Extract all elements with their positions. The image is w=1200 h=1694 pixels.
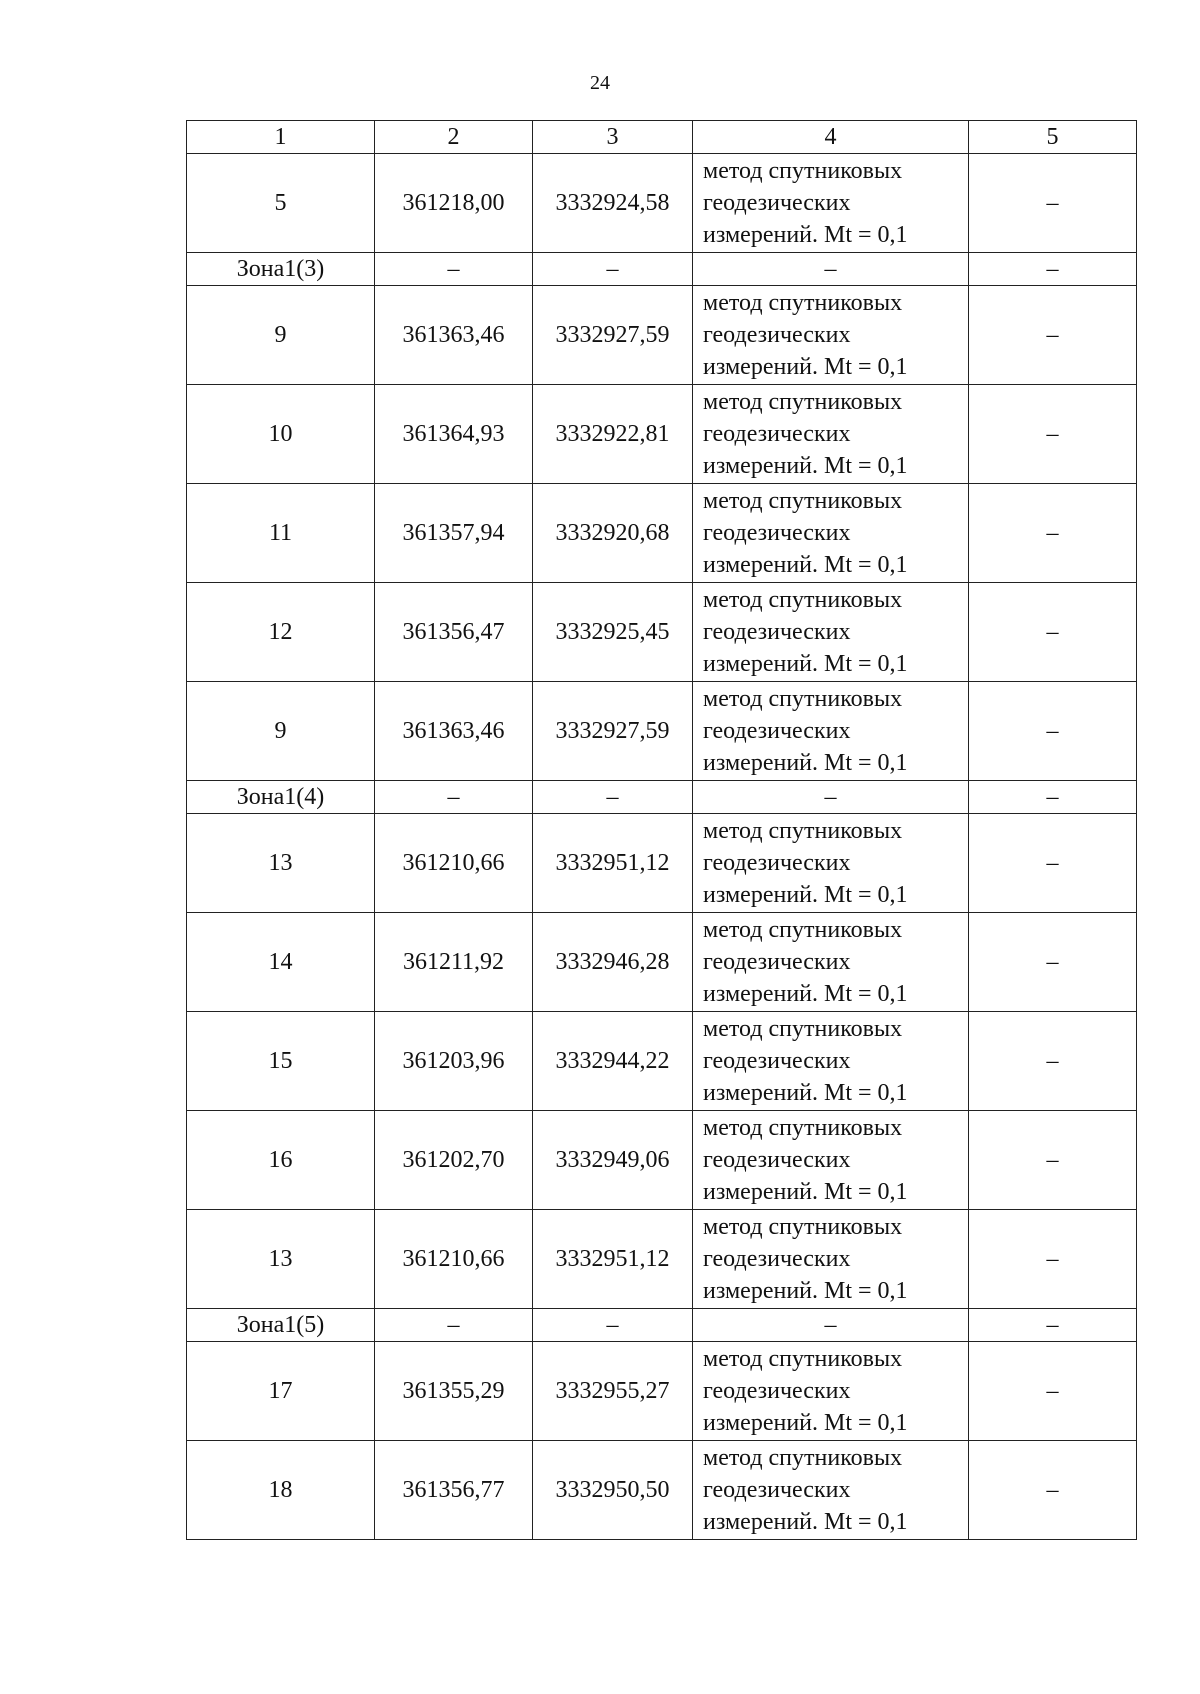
x-coordinate-cell: 361210,66 (375, 1210, 533, 1309)
x-coordinate-cell: 361364,93 (375, 385, 533, 484)
y-coordinate-cell: 3332950,50 (533, 1441, 693, 1540)
note-cell: – (969, 1309, 1137, 1342)
y-coordinate-cell: 3332946,28 (533, 913, 693, 1012)
x-coordinate-cell: 361356,77 (375, 1441, 533, 1540)
table-row (187, 286, 1137, 385)
y-coordinate-cell: 3332920,68 (533, 484, 693, 583)
method-cell: метод спутниковых геодезических измерений. Mt = 0,1 (693, 1111, 969, 1210)
table-row (187, 682, 1137, 781)
note-cell: – (969, 484, 1137, 583)
x-coordinate-cell: 361211,92 (375, 913, 533, 1012)
point-number-cell: 13 (187, 1210, 375, 1309)
method-cell: метод спутниковых геодезических измерений. Mt = 0,1 (693, 154, 969, 253)
point-number-cell: 16 (187, 1111, 375, 1210)
method-cell: – (693, 1309, 969, 1342)
note-cell: – (969, 253, 1137, 286)
note-cell: – (969, 1342, 1137, 1441)
point-number-cell: 13 (187, 814, 375, 913)
zone-row (187, 253, 1137, 286)
x-coordinate-cell: 361355,29 (375, 1342, 533, 1441)
page-number: 24 (590, 72, 610, 94)
y-coordinate-cell: 3332951,12 (533, 1210, 693, 1309)
table-row (187, 1210, 1137, 1309)
table-row (187, 484, 1137, 583)
method-cell: метод спутниковых геодезических измерений. Mt = 0,1 (693, 1210, 969, 1309)
note-cell: – (969, 1111, 1137, 1210)
method-cell: метод спутниковых геодезических измерений. Mt = 0,1 (693, 484, 969, 583)
note-cell: – (969, 583, 1137, 682)
x-coordinate-cell: – (375, 781, 533, 814)
table-row (187, 913, 1137, 1012)
note-cell: – (969, 1441, 1137, 1540)
table-row (187, 1441, 1137, 1540)
method-cell: – (693, 253, 969, 286)
point-number-cell: 9 (187, 682, 375, 781)
point-number-cell: 12 (187, 583, 375, 682)
note-cell: – (969, 781, 1137, 814)
note-cell: – (969, 385, 1137, 484)
note-cell: – (969, 913, 1137, 1012)
y-coordinate-cell: 3332944,22 (533, 1012, 693, 1111)
x-coordinate-cell: – (375, 1309, 533, 1342)
note-cell: – (969, 1012, 1137, 1111)
header-cell-1: 1 (187, 121, 375, 154)
y-coordinate-cell: – (533, 781, 693, 814)
point-number-cell: 17 (187, 1342, 375, 1441)
table-body (187, 121, 1137, 1540)
x-coordinate-cell: 361202,70 (375, 1111, 533, 1210)
x-coordinate-cell: 361218,00 (375, 154, 533, 253)
y-coordinate-cell: 3332951,12 (533, 814, 693, 913)
y-coordinate-cell: 3332924,58 (533, 154, 693, 253)
zone-row (187, 781, 1137, 814)
zone-label-cell: Зона1(5) (187, 1309, 375, 1342)
zone-row (187, 1309, 1137, 1342)
method-cell: метод спутниковых геодезических измерений. Mt = 0,1 (693, 682, 969, 781)
x-coordinate-cell: 361203,96 (375, 1012, 533, 1111)
point-number-cell: 18 (187, 1441, 375, 1540)
note-cell: – (969, 154, 1137, 253)
method-cell: метод спутниковых геодезических измерений. Mt = 0,1 (693, 1012, 969, 1111)
table-row (187, 1342, 1137, 1441)
header-cell-2: 2 (375, 121, 533, 154)
method-cell: метод спутниковых геодезических измерений. Mt = 0,1 (693, 814, 969, 913)
method-cell: метод спутниковых геодезических измерений. Mt = 0,1 (693, 913, 969, 1012)
header-cell-5: 5 (969, 121, 1137, 154)
method-cell: метод спутниковых геодезических измерений. Mt = 0,1 (693, 286, 969, 385)
method-cell: метод спутниковых геодезических измерений. Mt = 0,1 (693, 1342, 969, 1441)
coordinates-table (186, 120, 1137, 1540)
x-coordinate-cell: 361363,46 (375, 286, 533, 385)
method-cell: метод спутниковых геодезических измерений. Mt = 0,1 (693, 1441, 969, 1540)
y-coordinate-cell: 3332927,59 (533, 286, 693, 385)
note-cell: – (969, 286, 1137, 385)
method-cell: – (693, 781, 969, 814)
y-coordinate-cell: 3332927,59 (533, 682, 693, 781)
point-number-cell: 5 (187, 154, 375, 253)
method-cell: метод спутниковых геодезических измерений. Mt = 0,1 (693, 385, 969, 484)
table-row (187, 1111, 1137, 1210)
x-coordinate-cell: 361356,47 (375, 583, 533, 682)
point-number-cell: 15 (187, 1012, 375, 1111)
note-cell: – (969, 814, 1137, 913)
point-number-cell: 11 (187, 484, 375, 583)
y-coordinate-cell: 3332955,27 (533, 1342, 693, 1441)
table-row (187, 583, 1137, 682)
table-header-row (187, 121, 1137, 154)
table-row (187, 154, 1137, 253)
y-coordinate-cell: – (533, 1309, 693, 1342)
note-cell: – (969, 1210, 1137, 1309)
x-coordinate-cell: 361357,94 (375, 484, 533, 583)
table-row (187, 1012, 1137, 1111)
table-row (187, 385, 1137, 484)
note-cell: – (969, 682, 1137, 781)
point-number-cell: 9 (187, 286, 375, 385)
zone-label-cell: Зона1(3) (187, 253, 375, 286)
method-cell: метод спутниковых геодезических измерений. Mt = 0,1 (693, 583, 969, 682)
y-coordinate-cell: – (533, 253, 693, 286)
table-row (187, 814, 1137, 913)
point-number-cell: 14 (187, 913, 375, 1012)
y-coordinate-cell: 3332925,45 (533, 583, 693, 682)
y-coordinate-cell: 3332922,81 (533, 385, 693, 484)
zone-label-cell: Зона1(4) (187, 781, 375, 814)
x-coordinate-cell: 361363,46 (375, 682, 533, 781)
header-cell-4: 4 (693, 121, 969, 154)
x-coordinate-cell: – (375, 253, 533, 286)
y-coordinate-cell: 3332949,06 (533, 1111, 693, 1210)
header-cell-3: 3 (533, 121, 693, 154)
point-number-cell: 10 (187, 385, 375, 484)
x-coordinate-cell: 361210,66 (375, 814, 533, 913)
